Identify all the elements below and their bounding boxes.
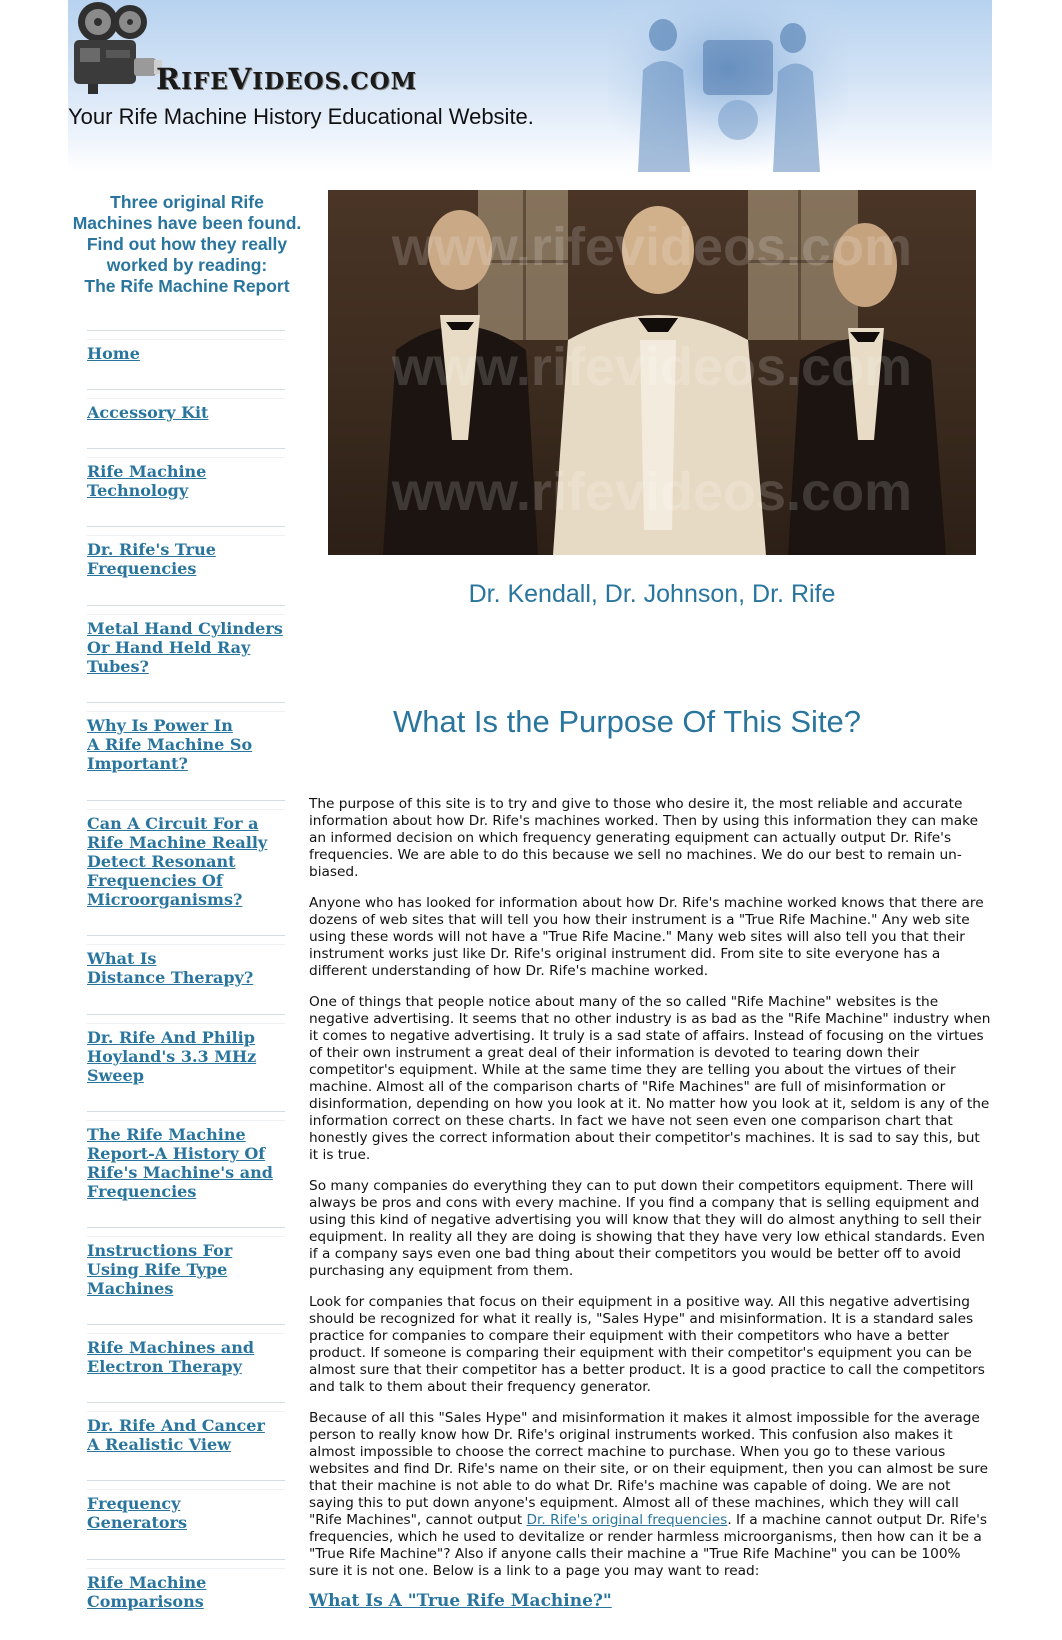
sidebar-item-distance-therapy — [87, 949, 285, 987]
article-paragraph: Anyone who has looked for information about how Dr. Rife's machine worked knows that there are dozens of web sites that will tell you how their instrument is a "True Rife Machine." Any web site using these words will not have a "True Rife Macine." Many web sites will also tell you that their instrument works just like Dr. Rife's original instrument did. From site to site everyone has a different understanding of how Dr. Rife's machine worked. — [309, 895, 984, 979]
site-header — [68, 0, 992, 172]
sidebar-item-frequency-generators — [87, 1494, 285, 1532]
article-paragraph: The purpose of this site is to try and give to those who desire it, the most reliable and accurate information about how Dr. Rife's machines worked. Then by using this information they can make an informed decision on which frequency generating equipment can actually output Dr. Rife's frequencies. We are able to do this because we sell no machines. We do our best to remain un-biased. — [309, 796, 978, 880]
true-rife-machine-link[interactable]: What Is A "True Rife Machine?" — [309, 1591, 612, 1611]
article-body — [309, 796, 992, 1611]
nav-link-frequency-generators[interactable]: Frequency Generators — [87, 1494, 187, 1532]
film-crew-background-image — [608, 0, 848, 172]
nav-link-home[interactable]: Home — [87, 344, 140, 363]
nav-link-true-frequencies[interactable]: Dr. Rife's True Frequencies — [87, 540, 216, 578]
sidebar-item-resonant-frequencies — [87, 814, 285, 909]
nav-link-instructions[interactable]: Instructions For Using Rife Type Machines — [87, 1241, 233, 1298]
nav-link-distance-therapy[interactable]: What Is Distance Therapy? — [87, 949, 254, 987]
nav-link-electron-therapy[interactable]: Rife Machines and Electron Therapy — [87, 1338, 255, 1376]
original-frequencies-link[interactable]: Dr. Rife's original frequencies — [526, 1512, 728, 1528]
sidebar-item-rife-machine-report — [87, 1125, 285, 1201]
nav-link-metal-hand-cylinders[interactable]: Metal Hand Cylinders Or Hand Held Ray Tubes? — [87, 619, 283, 676]
nav-link-hoyland-sweep[interactable]: Dr. Rife And Philip Hoyland's 3.3 MHz Sweep — [87, 1028, 257, 1085]
article-paragraph: Because of all this "Sales Hype" and misinformation it makes it almost impossible for the average person to really know how Dr. Rife's original instruments worked. This confusion also makes it almost impossible to choose the correct machine to purchase. When you go to these various websites and find Dr. Rife's name on their site, or on their equipment, then you can almost be sure that their machine is not able to do what Dr. Rife's machine was capable of doing. We are not saying this to put down anyone's equipment. Almost all of these machines, which they will call "Rife Machines", cannot output Dr. Rife's original frequencies. If a machine cannot output Dr. Rife's frequencies, which he used to devitalize or render harmless microorganisms, then how can it be a "True Rife Machine"? Also if anyone calls their machine a "True Rife Machine" you can be 100% sure it is not one. Below is a link to a page you may want to read: — [309, 1410, 989, 1579]
sidebar-item-instructions — [87, 1241, 285, 1298]
page-title: What Is the Purpose Of This Site? — [392, 704, 862, 739]
nav-link-comparisons[interactable]: Rife Machine Comparisons — [87, 1573, 207, 1611]
sidebar-item-accessory-kit — [87, 403, 285, 422]
nav-link-resonant-frequencies[interactable]: Can A Circuit For a Rife Machine Really Detect Resonant Frequencies Of Microorganisms? — [87, 814, 268, 909]
article-paragraph: Look for companies that focus on their equipment in a positive way. All this negative advertising should be recognized for what it really is, "Sales Hype" and misinformation. It is a standard sales practice for companies to compare their equipment with their competitors who have a better product. If someone is comparing their equipment with their competitor's equipment you can be almost sure that their competitor has a better product. It is a good practice to call the competitors and talk to them about their frequency generator. — [309, 1294, 985, 1395]
rife-report-promo[interactable]: Three original Rife Machines have been found. Find out how they really worked by reading: The Rife Machine Report — [72, 192, 302, 296]
article-paragraph: So many companies do everything they can to put down their competitors equipment. There will always be pros and cons with every machine. If you find a company that is selling equipment and using this kind of negative advertising you will know that they will do almost anything to sell their equipment. In reality all they are doing is showing that they have very low ethical standards. Even if a company says even one bad thing about their competitors you would be better off to avoid purchasing any equipment from them. — [309, 1178, 985, 1279]
nav-link-rife-machine-report[interactable]: The Rife Machine Report-A History Of Rife's Machine's and Frequencies — [87, 1125, 273, 1201]
photo-watermark-top: www.rifevideos.com — [391, 217, 913, 277]
photo-watermark-middle: www.rifevideos.com — [391, 337, 913, 397]
sidebar-item-home — [87, 344, 285, 363]
sidebar-item-metal-hand-cylinders — [87, 619, 285, 676]
sidebar-item-electron-therapy — [87, 1338, 285, 1376]
nav-link-accessory-kit[interactable]: Accessory Kit — [87, 403, 209, 422]
nav-link-rife-machine-technology[interactable]: Rife Machine Technology — [87, 462, 207, 500]
photo-watermark-bottom: www.rifevideos.com — [391, 462, 913, 522]
sidebar-item-true-frequencies — [87, 540, 285, 578]
historic-photo — [328, 190, 976, 555]
sidebar-item-hoyland-sweep — [87, 1028, 285, 1085]
sidebar-item-power-importance — [87, 716, 285, 773]
sidebar-item-rife-machine-technology — [87, 462, 285, 500]
movie-camera-icon — [68, 0, 163, 96]
site-tagline: Your Rife Machine History Educational Website. — [68, 104, 534, 129]
nav-link-cancer-view[interactable]: Dr. Rife And Cancer A Realistic View — [87, 1416, 265, 1454]
nav-link-power-importance[interactable]: Why Is Power In A Rife Machine So Important? — [87, 716, 253, 773]
sidebar-item-cancer-view — [87, 1416, 285, 1454]
photo-caption: Dr. Kendall, Dr. Johnson, Dr. Rife — [468, 580, 836, 608]
sidebar-item-comparisons — [87, 1573, 285, 1611]
article-paragraph: One of things that people notice about many of the so called "Rife Machine" websites is the negative advertising. It seems that no other industry is as bad as the "Rife Machine" industry when it comes to negative advertising. It truly is a sad state of affairs. Instead of focusing on the virtues of their own instrument a great deal of their information is devoted to tearing down their competitor's equipment. While at the same time they are telling you about the virtues of their machine. Almost all of the comparison charts of "Rife Machines" are full of misinformation or disinformation, depending on how you look at it. No matter how you look at it, seldom is any of the information correct on these charts. In fact we have not seen even one comparison chart that honestly gives the correct information about their competitor's machines. It is sad to say this, but it is true. — [309, 994, 991, 1163]
site-logo[interactable]: RIFEVIDEOS.COM — [156, 62, 418, 96]
